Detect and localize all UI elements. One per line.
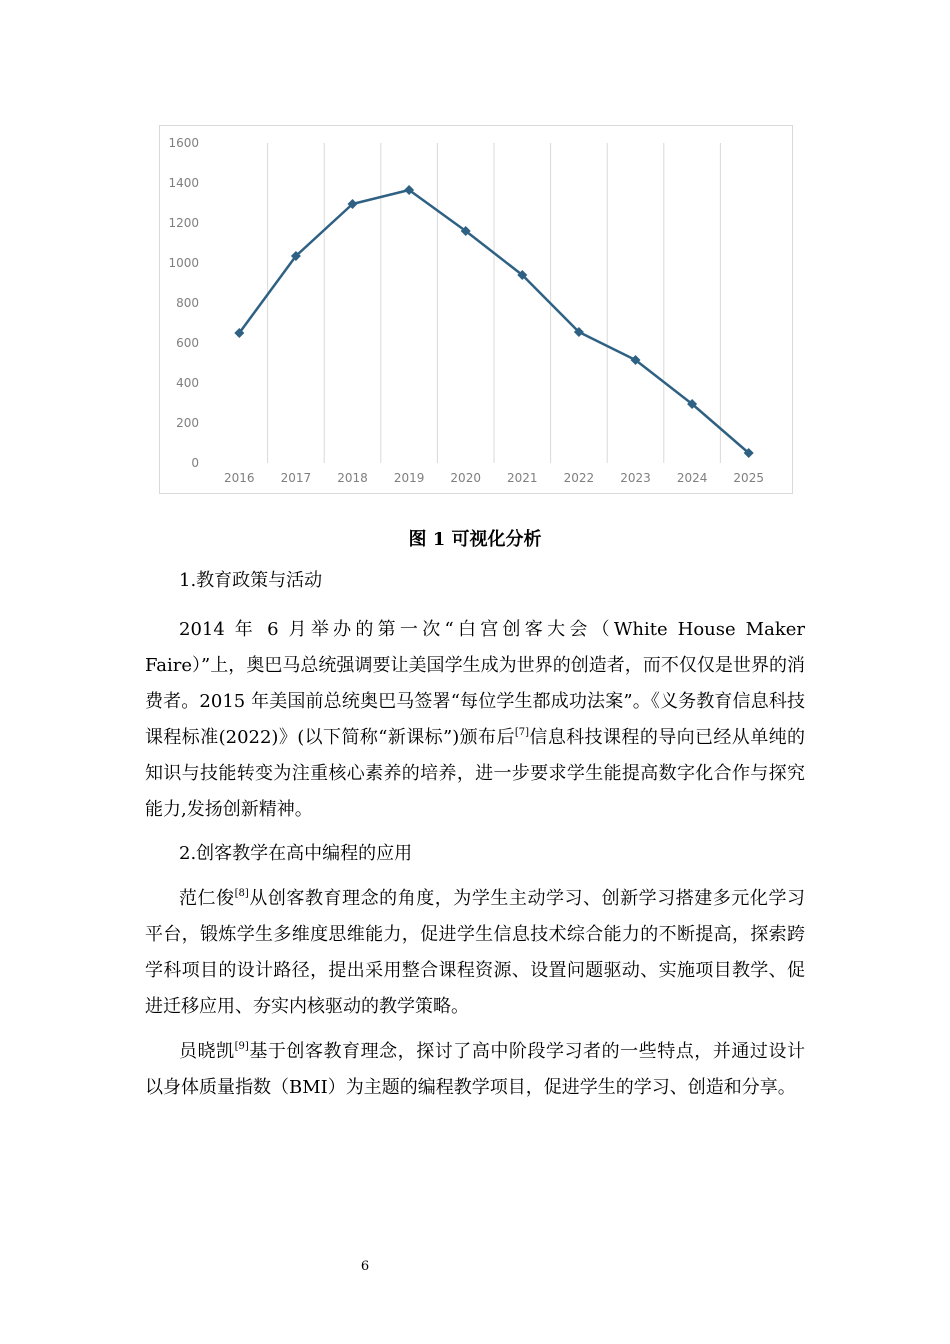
y-tick-label: 0 — [191, 456, 199, 470]
citation-ref: [8] — [234, 888, 249, 899]
author-name: 范仁俊 — [179, 888, 235, 909]
x-tick-label: 2024 — [676, 471, 708, 485]
chart-svg — [160, 126, 794, 495]
paragraph-text: 信息科技课程的导向已经从单纯的知识与技能转变为注重核心素养的培养，进一步要求学生能提高数字化合作与探究能力,发扬创新精神。 — [145, 727, 805, 820]
y-tick-label: 1600 — [168, 136, 199, 150]
paragraph-text: 2014 年 6 月举办的第一次“白宫创客大会（White House Maker Faire）”上，奥巴马总统强调要让美国学生成为世界的创造者，而不仅仅是世界的消费者。2015 年美国前总统奥巴马签署“每位学生都成功法案”。《义务教育信息科技课程标准(2022)》(以下简称“新课标”)颁布后 — [145, 619, 805, 748]
paragraph-text: 基于创客教育理念，探讨了高中阶段学习者的一些特点，并通过设计以身体质量指数（BMI）为主题的编程教学项目，促进学生的学习、创造和分享。 — [145, 1041, 806, 1098]
citation-ref: [7] — [514, 727, 530, 738]
x-tick-label: 2022 — [563, 471, 595, 485]
section-heading-2: 2.创客教学在高中编程的应用 — [179, 843, 413, 864]
page-number: 6 — [360, 1259, 370, 1274]
paragraph-fan — [145, 881, 805, 1025]
x-tick-label: 2019 — [393, 471, 425, 485]
x-tick-label: 2020 — [450, 471, 481, 485]
figure-caption: 图 1 可视化分析 — [408, 529, 542, 550]
paragraph-policy — [145, 612, 805, 828]
x-tick-label: 2025 — [733, 471, 764, 485]
y-tick-label: 600 — [176, 336, 199, 350]
y-tick-label: 1200 — [168, 216, 199, 230]
x-tick-label: 2021 — [507, 471, 538, 485]
x-tick-label: 2017 — [280, 471, 312, 485]
y-tick-label: 1400 — [168, 176, 199, 190]
y-tick-label: 1000 — [168, 256, 199, 270]
section-heading-1: 1.教育政策与活动 — [179, 570, 323, 591]
paragraph-text: 从创客教育理念的角度，为学生主动学习、创新学习搭建多元化学习平台，锻炼学生多维度思维能力，促进学生信息技术综合能力的不断提高，探索跨学科项目的设计路径，提出采用整合课程资源、设置问题驱动、实施项目教学、促进迁移应用、夯实内核驱动的教学策略。 — [145, 888, 806, 1017]
y-tick-label: 200 — [176, 416, 199, 430]
author-name: 员晓凯 — [179, 1041, 235, 1062]
citation-ref: [9] — [234, 1041, 249, 1052]
x-tick-label: 2016 — [224, 471, 255, 485]
paragraph-yun — [145, 1034, 805, 1106]
x-tick-label: 2023 — [620, 471, 651, 485]
y-tick-label: 400 — [176, 376, 199, 390]
x-tick-label: 2018 — [337, 471, 368, 485]
line-chart — [159, 125, 793, 494]
y-tick-label: 800 — [176, 296, 199, 310]
